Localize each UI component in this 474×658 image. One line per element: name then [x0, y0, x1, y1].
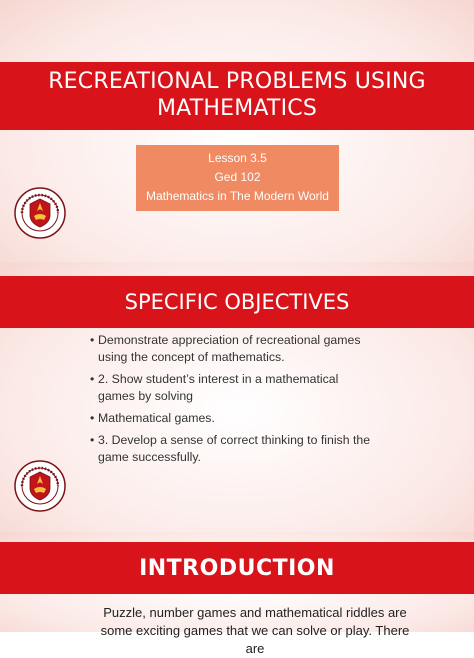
introduction-text [90, 604, 420, 658]
objective-line: games by solving [98, 389, 194, 403]
introduction-line: Puzzle, number games and mathematical riddles are [103, 605, 407, 620]
introduction-title: INTRODUCTION [139, 556, 335, 581]
objectives-list [90, 332, 400, 471]
course-name: Mathematics in The Modern World [146, 189, 329, 203]
bullet-marker: • [90, 372, 95, 386]
slide-title-text [0, 68, 474, 122]
objectives-band [0, 276, 474, 328]
list-item [90, 410, 400, 427]
objective-line: Demonstrate appreciation of recreational games [98, 333, 361, 347]
objective-line: 2. Show student’s interest in a mathematical [98, 372, 339, 386]
bullet-marker: • [90, 411, 95, 425]
introduction-line: some exciting games that we can solve or play. There are [100, 623, 410, 656]
bullet-marker: • [90, 333, 95, 347]
title-line-1: RECREATIONAL PROBLEMS USING [48, 69, 426, 94]
slide-title [0, 0, 474, 262]
subtitle-box [136, 145, 339, 211]
objective-line: game successfully. [98, 450, 201, 464]
bullet-marker: • [90, 433, 95, 447]
title-line-2: MATHEMATICS [157, 96, 317, 121]
objectives-title: SPECIFIC OBJECTIVES [124, 290, 350, 314]
university-seal-icon [14, 460, 66, 512]
objective-line: using the concept of mathematics. [98, 350, 285, 364]
lesson-number: Lesson 3.5 [208, 151, 267, 165]
objective-line: Mathematical games. [98, 411, 215, 425]
slide-objectives [0, 262, 474, 532]
course-code: Ged 102 [214, 170, 261, 184]
title-band [0, 62, 474, 130]
list-item [90, 332, 400, 366]
objective-line: 3. Develop a sense of correct thinking to finish the [98, 433, 371, 447]
slide-introduction [0, 532, 474, 656]
university-seal-icon [14, 187, 66, 239]
list-item [90, 371, 400, 405]
list-item [90, 432, 400, 466]
introduction-band [0, 542, 474, 594]
